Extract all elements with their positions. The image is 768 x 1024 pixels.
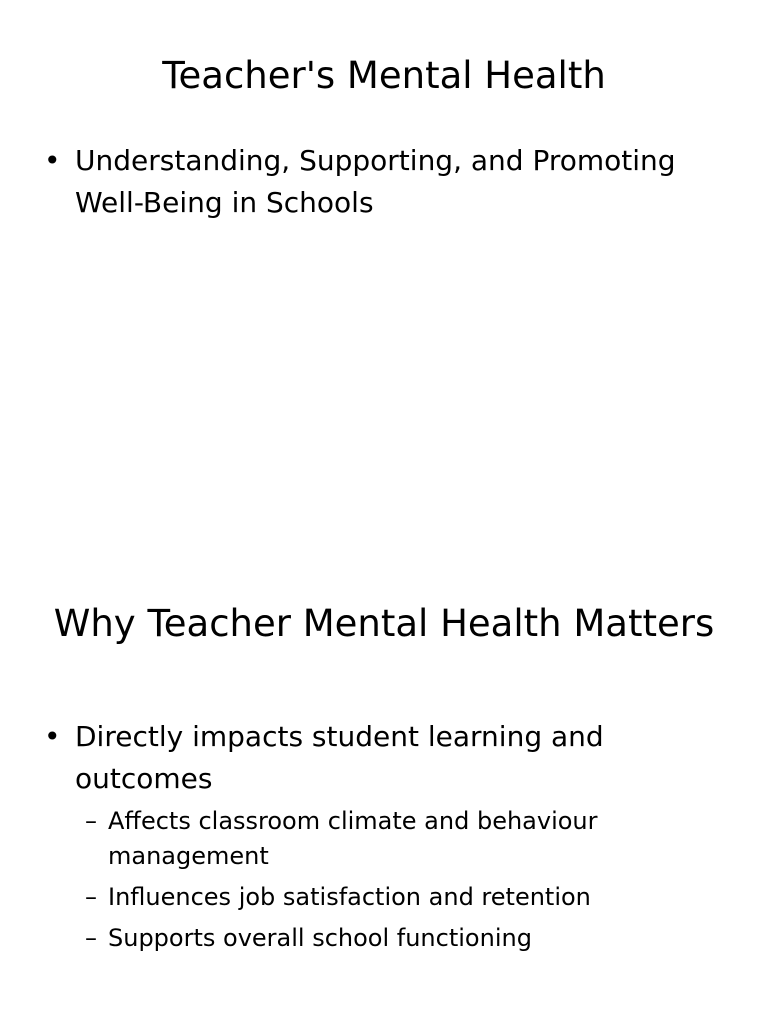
sub-bullet-text: Influences job satisfaction and retention (108, 883, 591, 911)
dash-glyph: – (85, 883, 97, 911)
slide-1-title: Teacher's Mental Health (162, 54, 606, 97)
sub-bullet-item (75, 804, 710, 874)
bullet-text: Directly impacts student learning and outcomes (75, 720, 604, 795)
bullet-text: Understanding, Supporting, and Promoting Well-Being in Schools (75, 144, 676, 219)
sub-bullet-text: Affects classroom climate and behaviour management (108, 807, 598, 870)
slide-2 (0, 512, 768, 1024)
bullet-glyph: • (44, 144, 61, 177)
slide-1-bullet-item (40, 140, 710, 224)
dash-glyph: – (85, 807, 97, 835)
slide-1-bullet-list (40, 140, 710, 224)
sub-bullet-item (75, 880, 710, 915)
sub-bullet-text: Supports overall school functioning (108, 924, 532, 952)
slide-2-title: Why Teacher Mental Health Matters (53, 602, 715, 645)
sub-bullet-item (75, 921, 710, 956)
slide-2-bullet-item (40, 716, 710, 956)
sub-bullet-list (75, 804, 710, 956)
slide-2-bullet-list (40, 716, 710, 962)
dash-glyph: – (85, 924, 97, 952)
bullet-glyph: • (44, 720, 61, 753)
